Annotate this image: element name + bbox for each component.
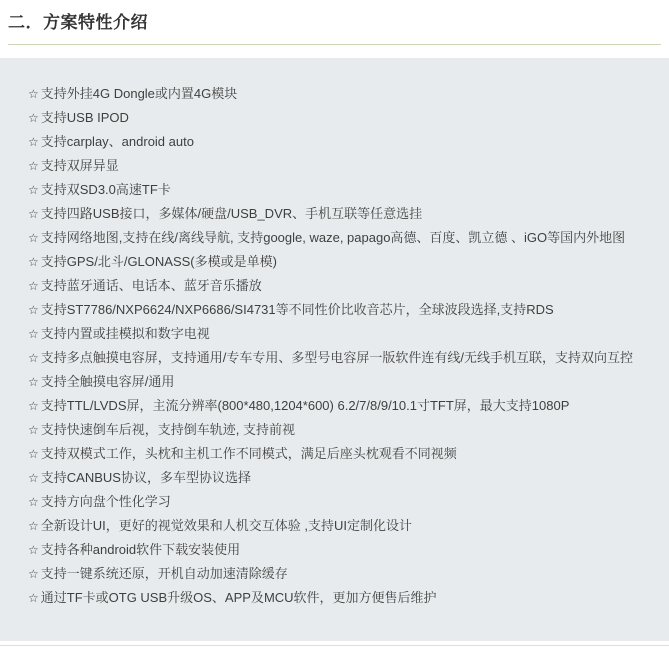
feature-text: 支持方向盘个性化学习 — [40, 494, 171, 509]
star-icon: ☆ — [28, 519, 39, 533]
star-icon: ☆ — [28, 543, 39, 557]
star-icon: ☆ — [28, 447, 39, 461]
feature-text: 支持快速倒车后视，支持倒车轨迹, 支持前视 — [40, 422, 295, 437]
feature-item — [28, 370, 659, 394]
feature-item — [28, 514, 659, 538]
star-icon: ☆ — [28, 399, 39, 413]
feature-text: 支持USB IPOD — [40, 110, 129, 125]
feature-text: 支持四路USB接口，多媒体/硬盘/USB_DVR、手机互联等任意选挂 — [40, 206, 423, 221]
star-icon: ☆ — [28, 327, 39, 341]
feature-text: 支持多点触摸电容屏，支持通用/专车专用、多型号电容屏一版软件连有线/无线手机互联，支持双向互控 — [40, 350, 633, 365]
feature-text: 支持GPS/北斗/GLONASS(多模或是单模) — [40, 254, 277, 269]
feature-item — [28, 250, 659, 274]
feature-text: 支持TTL/LVDS屏，主流分辨率(800*480,1204*600) 6.2/7/8/9/10.1寸TFT屏，最大支持1080P — [40, 398, 570, 413]
feature-item — [28, 466, 659, 490]
page-header — [0, 0, 669, 45]
feature-item — [28, 562, 659, 586]
feature-text: 支持ST7786/NXP6624/NXP6686/SI4731等不同性价比收音芯片，全球波段选择,支持RDS — [40, 302, 554, 317]
feature-text: 支持各种android软件下载安装使用 — [40, 542, 241, 557]
star-icon: ☆ — [28, 111, 39, 125]
feature-text: 支持网络地图,支持在线/离线导航, 支持google, waze, papago高德、百度、凯立德 、iGO等国内外地图 — [40, 230, 626, 245]
feature-text: 支持carplay、android auto — [40, 134, 194, 149]
feature-text: 支持蓝牙通话、电话本、蓝牙音乐播放 — [40, 278, 262, 293]
feature-text: 支持双屏异显 — [40, 158, 119, 173]
star-icon: ☆ — [28, 351, 39, 365]
feature-text: 通过TF卡或OTG USB升级OS、APP及MCU软件，更加方便售后维护 — [40, 590, 437, 605]
star-icon: ☆ — [28, 159, 39, 173]
feature-text: 支持内置或挂模拟和数字电视 — [40, 326, 210, 341]
feature-item — [28, 82, 659, 106]
feature-item — [28, 154, 659, 178]
feature-item — [28, 418, 659, 442]
star-icon: ☆ — [28, 135, 39, 149]
page-bottom-line — [0, 645, 669, 646]
feature-text: 全新设计UI，更好的视觉效果和人机交互体验 ,支持UI定制化设计 — [40, 518, 412, 533]
feature-text: 支持双模式工作，头枕和主机工作不同模式，满足后座头枕观看不同视频 — [40, 446, 457, 461]
features-panel — [0, 58, 669, 641]
feature-item — [28, 202, 659, 226]
feature-item — [28, 106, 659, 130]
feature-text: 支持一键系统还原，开机自动加速清除缓存 — [40, 566, 288, 581]
star-icon: ☆ — [28, 303, 39, 317]
star-icon: ☆ — [28, 375, 39, 389]
star-icon: ☆ — [28, 471, 39, 485]
star-icon: ☆ — [28, 207, 39, 221]
star-icon: ☆ — [28, 255, 39, 269]
feature-item — [28, 538, 659, 562]
star-icon: ☆ — [28, 495, 39, 509]
feature-item — [28, 490, 659, 514]
star-icon: ☆ — [28, 183, 39, 197]
feature-text: 支持全触摸电容屏/通用 — [40, 374, 175, 389]
page-title: 二．方案特性介绍 — [8, 13, 148, 32]
feature-item — [28, 130, 659, 154]
star-icon: ☆ — [28, 87, 39, 101]
star-icon: ☆ — [28, 591, 39, 605]
feature-text: 支持外挂4G Dongle或内置4G模块 — [40, 86, 238, 101]
feature-text: 支持CANBUS协议，多车型协议选择 — [40, 470, 251, 485]
star-icon: ☆ — [28, 231, 39, 245]
feature-item — [28, 226, 659, 250]
feature-item — [28, 178, 659, 202]
feature-item — [28, 586, 659, 610]
section-divider — [8, 44, 661, 45]
feature-text: 支持双SD3.0高速TF卡 — [40, 182, 171, 197]
feature-item — [28, 322, 659, 346]
star-icon: ☆ — [28, 423, 39, 437]
feature-item — [28, 346, 659, 370]
star-icon: ☆ — [28, 279, 39, 293]
feature-item — [28, 274, 659, 298]
feature-item — [28, 298, 659, 322]
feature-list — [28, 82, 659, 610]
feature-item — [28, 394, 659, 418]
feature-item — [28, 442, 659, 466]
star-icon: ☆ — [28, 567, 39, 581]
